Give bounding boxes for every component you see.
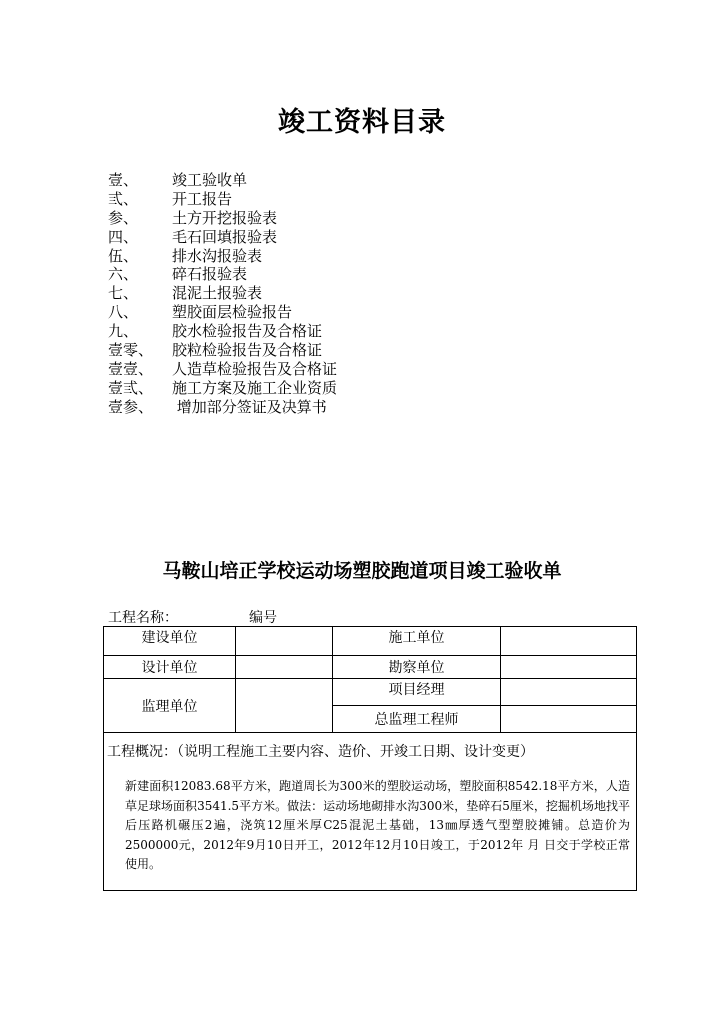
toc-item-label: 毛石回填报验表 bbox=[172, 227, 278, 246]
toc-item bbox=[108, 171, 337, 190]
toc-item-label: 混泥土报验表 bbox=[172, 284, 263, 303]
toc-item-number: 八、 bbox=[108, 303, 139, 322]
document-title: 竣工资料目录 bbox=[278, 107, 446, 138]
toc-item-label: 排水沟报验表 bbox=[172, 246, 263, 265]
construction-unit-value bbox=[236, 627, 333, 656]
toc-list bbox=[108, 171, 337, 417]
acceptance-form-table bbox=[103, 626, 637, 891]
toc-item bbox=[108, 247, 337, 266]
design-unit-label: 设计单位 bbox=[104, 656, 236, 679]
toc-item bbox=[108, 303, 337, 322]
chief-supervisor-value bbox=[501, 706, 637, 733]
construction-unit-label: 建设单位 bbox=[104, 627, 236, 656]
survey-unit-label: 勘察单位 bbox=[333, 656, 501, 679]
toc-item-number: 六、 bbox=[108, 265, 139, 284]
overview-text: 新建面积12083.68平方米，跑道周长为300米的塑胶运动场，塑胶面积8542.18平方米，人造草足球场面积3541.5平方米。做法：运动场地砌排水沟300米，垫碎石5厘米，挖掘机场地找平后压路机碾压2遍，浇筑12厘米厚C25混泥土基础，13㎜厚透气型塑胶摊铺。总造价为2500000元，2012年9月10日开工，2012年12月10日竣工，于2012年 月 日交于学校正常使用。 bbox=[125, 779, 630, 871]
toc-item-label: 碎石报验表 bbox=[172, 265, 248, 284]
toc-item bbox=[108, 379, 337, 398]
toc-item-number: 九、 bbox=[108, 322, 139, 341]
builder-unit-value bbox=[501, 627, 637, 656]
toc-item bbox=[108, 284, 337, 303]
survey-unit-value bbox=[501, 656, 637, 679]
overview-label: 工程概况：（说明工程施工主要内容、造价、开竣工日期、设计变更） bbox=[107, 744, 534, 760]
toc-item bbox=[108, 341, 337, 360]
toc-item bbox=[108, 265, 337, 284]
chief-supervisor-label: 总监理工程师 bbox=[333, 706, 501, 733]
toc-item-number: 壹弎、 bbox=[108, 378, 154, 397]
toc-item bbox=[108, 228, 337, 247]
project-manager-value bbox=[501, 679, 637, 706]
builder-unit-label: 施工单位 bbox=[333, 627, 501, 656]
form-title: 马鞍山培正学校运动场塑胶跑道项目竣工验收单 bbox=[162, 560, 562, 582]
toc-item-label: 竣工验收单 bbox=[172, 171, 248, 189]
toc-item bbox=[108, 360, 337, 379]
toc-item bbox=[108, 322, 337, 341]
toc-item-number: 弎、 bbox=[108, 189, 139, 208]
toc-item-label: 胶粒检验报告及合格证 bbox=[172, 341, 323, 360]
toc-item-label: 人造草检验报告及合格证 bbox=[172, 359, 338, 378]
toc-item-number: 七、 bbox=[108, 284, 139, 303]
project-manager-label: 项目经理 bbox=[333, 679, 501, 706]
toc-item bbox=[108, 398, 337, 417]
toc-item-number: 壹壹、 bbox=[108, 359, 154, 378]
supervision-unit-value bbox=[236, 679, 333, 733]
toc-item bbox=[108, 209, 337, 228]
toc-item-label: 增加部分签证及决算书 bbox=[172, 397, 327, 416]
toc-item-number: 伍、 bbox=[108, 246, 139, 265]
code-label: 编号 bbox=[249, 610, 277, 626]
toc-item-number: 四、 bbox=[108, 227, 139, 246]
toc-item-label: 土方开挖报验表 bbox=[172, 208, 278, 227]
supervision-unit-label: 监理单位 bbox=[104, 679, 236, 733]
toc-item-label: 塑胶面层检验报告 bbox=[172, 303, 293, 322]
toc-item bbox=[108, 190, 337, 209]
toc-item-label: 开工报告 bbox=[172, 189, 233, 208]
toc-item-number: 壹、 bbox=[108, 171, 139, 189]
toc-item-number: 参、 bbox=[108, 208, 139, 227]
project-name-label: 工程名称： bbox=[108, 610, 178, 626]
toc-item-label: 胶水检验报告及合格证 bbox=[172, 322, 323, 341]
toc-item-number: 壹参、 bbox=[108, 397, 154, 416]
toc-item-label: 施工方案及施工企业资质 bbox=[172, 378, 338, 397]
toc-item-number: 壹零、 bbox=[108, 341, 154, 360]
design-unit-value bbox=[236, 656, 333, 679]
overview-cell bbox=[104, 733, 637, 891]
project-meta bbox=[108, 607, 277, 627]
